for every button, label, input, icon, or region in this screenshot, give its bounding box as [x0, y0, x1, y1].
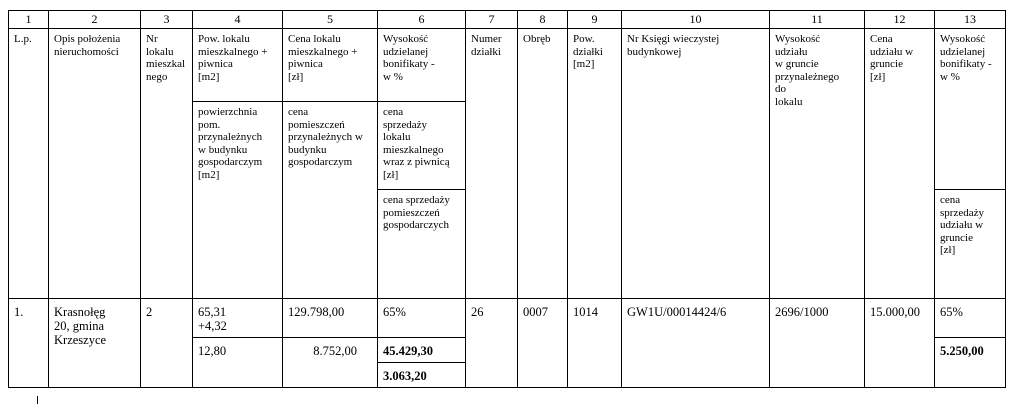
- table-row: [9, 299, 1006, 338]
- cell-bonifikata-13: 65%: [935, 299, 1006, 338]
- header-opis: Opis położenia nieruchomości: [49, 29, 141, 299]
- header-pow-pom: powierzchnia pom. przynależnych w budynku gospodarczym [m2]: [193, 102, 283, 299]
- cell-cena-lokalu: 129.798,00: [283, 299, 378, 338]
- header-wys-udzialu: Wysokość udziału w gruncie przynależnego do lokalu: [770, 29, 865, 299]
- cell-nr-ksiegi: GW1U/00014424/6: [622, 299, 770, 388]
- cell-lp: 1.: [9, 299, 49, 388]
- header-nr-lokalu: Nr lokalu mieszkal nego: [141, 29, 193, 299]
- column-number: 3: [141, 11, 193, 29]
- header-pow-lokalu: Pow. lokalu mieszkalnego + piwnica [m2]: [193, 29, 283, 102]
- text-cursor: [37, 396, 38, 404]
- column-number: 4: [193, 11, 283, 29]
- column-number: 10: [622, 11, 770, 29]
- cell-numer-dzialki: 26: [466, 299, 518, 388]
- cell-wys-udzialu: 2696/1000: [770, 299, 865, 388]
- column-number: 11: [770, 11, 865, 29]
- header-pow-dzialki: Pow. działki [m2]: [568, 29, 622, 299]
- header-nr-ksiegi: Nr Księgi wieczystej budynkowej: [622, 29, 770, 299]
- cell-pow-pom: 12,80: [193, 338, 283, 388]
- column-number: 8: [518, 11, 568, 29]
- property-sale-table: [8, 10, 1006, 388]
- column-number: 5: [283, 11, 378, 29]
- cell-nr-lokalu: 2: [141, 299, 193, 388]
- header-lp: L.p.: [9, 29, 49, 299]
- cell-cena-sprzedazy-udzialu: 5.250,00: [935, 338, 1006, 388]
- header-wys-bonifikaty-13: Wysokość udzielanej bonifikaty - w %: [935, 29, 1006, 190]
- cell-cena-pom: 8.752,00: [283, 338, 378, 388]
- cell-cena-sprzedazy-pom: 3.063,20: [378, 363, 466, 388]
- header-cena-udzialu: Cena udziału w gruncie [zł]: [865, 29, 935, 299]
- column-number: 2: [49, 11, 141, 29]
- column-number: 9: [568, 11, 622, 29]
- column-number: 7: [466, 11, 518, 29]
- header-obreb: Obręb: [518, 29, 568, 299]
- header-cena-pom: cena pomieszczeń przynależnych w budynku gospodarczym: [283, 102, 378, 299]
- column-number: 6: [378, 11, 466, 29]
- column-number: 13: [935, 11, 1006, 29]
- header-cena-sprzedazy-pom: cena sprzedaży pomieszczeń gospodarczych: [378, 190, 466, 299]
- column-number: 1: [9, 11, 49, 29]
- header-cena-lokalu: Cena lokalu mieszkalnego + piwnica [zł]: [283, 29, 378, 102]
- column-number: 12: [865, 11, 935, 29]
- header-cena-sprzedazy-lokalu: cena sprzedaży lokalu mieszkalnego wraz z piwnicą [zł]: [378, 102, 466, 190]
- cell-cena-udzialu: 15.000,00: [865, 299, 935, 388]
- cell-obreb: 0007: [518, 299, 568, 388]
- cell-bonifikata: 65%: [378, 299, 466, 338]
- cell-pow-dzialki: 1014: [568, 299, 622, 388]
- header-numer-dzialki: Numer działki: [466, 29, 518, 299]
- header-cena-sprzedazy-udzialu: cena sprzedaży udziału w gruncie [zł]: [935, 190, 1006, 299]
- header-row-a: [9, 29, 1006, 102]
- header-wys-bonifikaty: Wysokość udzielanej bonifikaty - w %: [378, 29, 466, 102]
- column-number-row: [9, 11, 1006, 29]
- cell-opis: Krasnołęg 20, gmina Krzeszyce: [49, 299, 141, 388]
- cell-cena-sprzedazy-lokalu: 45.429,30: [378, 338, 466, 363]
- cell-pow-lokalu: 65,31 +4,32: [193, 299, 283, 338]
